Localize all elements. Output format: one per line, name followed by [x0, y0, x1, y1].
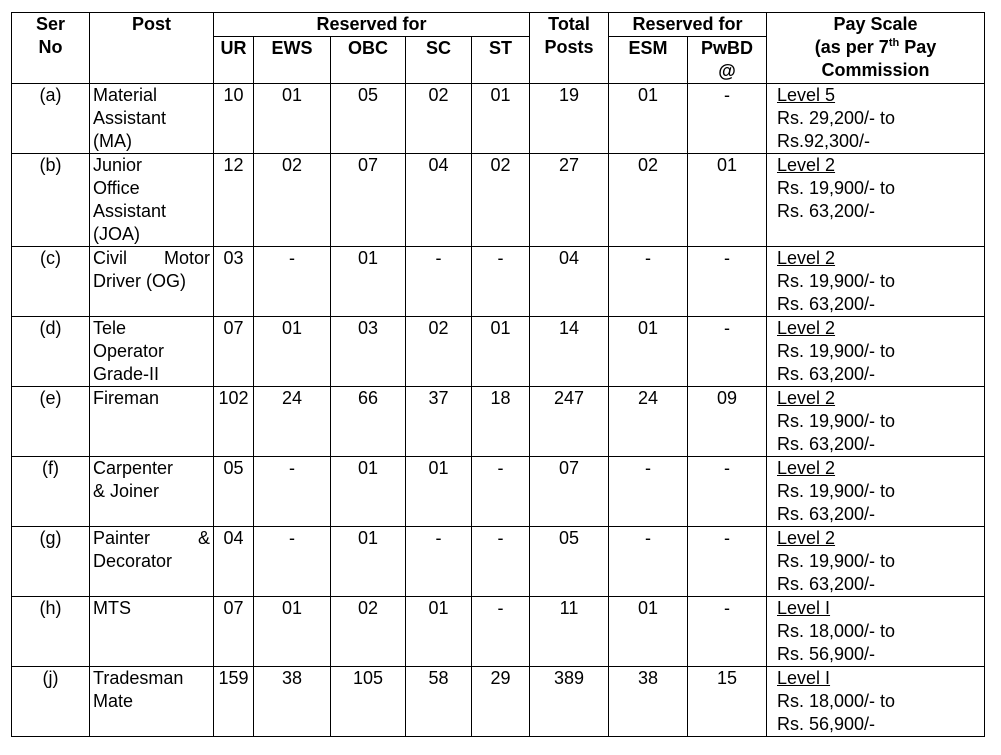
post-line: Driver (OG)	[93, 271, 186, 291]
post-line: Carpenter	[93, 458, 174, 478]
post-line: Mate	[93, 691, 134, 711]
post-line: Fireman	[93, 388, 160, 408]
header-ser-no	[12, 13, 90, 84]
pay-level-line	[777, 84, 984, 107]
ews-cell: -	[254, 457, 331, 527]
esm-cell: -	[609, 457, 688, 527]
header-ser-line-1: Ser	[35, 14, 66, 34]
pay-range-line: Rs. 63,200/-	[777, 504, 876, 524]
table-row	[12, 247, 985, 317]
post-cell	[90, 317, 214, 387]
obc-cell: 03	[331, 317, 406, 387]
table-header	[12, 13, 985, 84]
sc-cell: 04	[406, 154, 472, 247]
post-line: Decorator	[93, 551, 173, 571]
pay-level: Level 2	[777, 155, 836, 175]
post-line: Painter &	[93, 528, 210, 548]
pay-level-line	[777, 154, 984, 177]
obc-cell: 01	[331, 527, 406, 597]
pay-level: Level 2	[777, 318, 836, 338]
st-cell: -	[472, 597, 530, 667]
ur-cell: 07	[214, 597, 254, 667]
obc-cell: 02	[331, 597, 406, 667]
post-cell	[90, 667, 214, 737]
ews-cell: 02	[254, 154, 331, 247]
pay-scale-cell	[767, 597, 985, 667]
esm-cell: 01	[609, 84, 688, 154]
pay-range-line: Rs. 56,900/-	[777, 714, 876, 734]
obc-cell: 105	[331, 667, 406, 737]
total-cell: 27	[530, 154, 609, 247]
ews-cell: -	[254, 527, 331, 597]
pay-range-line: Rs. 63,200/-	[777, 574, 876, 594]
post-line: Grade-II	[93, 364, 160, 384]
pay-level-line	[777, 387, 984, 410]
header-pay-line-2	[767, 36, 984, 59]
esm-cell: 02	[609, 154, 688, 247]
header-pay-line-3: Commission	[821, 60, 930, 80]
ur-cell: 05	[214, 457, 254, 527]
ews-cell: 01	[254, 597, 331, 667]
pay-level-line	[777, 527, 984, 550]
ser-no-cell: (j)	[12, 667, 90, 737]
pwbd-cell: 01	[688, 154, 767, 247]
ser-no-cell: (a)	[12, 84, 90, 154]
ews-cell: 01	[254, 317, 331, 387]
pay-range-line: Rs. 63,200/-	[777, 294, 876, 314]
pay-range-line: Rs. 29,200/- to	[777, 108, 896, 128]
st-cell: 29	[472, 667, 530, 737]
ews-cell: 01	[254, 84, 331, 154]
ser-no-cell: (f)	[12, 457, 90, 527]
pay-range-line: Rs. 19,900/- to	[777, 271, 896, 291]
post-line: Tradesman	[93, 668, 184, 688]
ser-no-cell: (b)	[12, 154, 90, 247]
ser-no-cell: (h)	[12, 597, 90, 667]
post-line: Tele	[93, 318, 127, 338]
st-cell: 01	[472, 317, 530, 387]
header-pwbd-line-1: PwBD	[700, 38, 753, 58]
pay-scale-cell	[767, 84, 985, 154]
header-pay-line-2b: Pay	[899, 37, 937, 57]
esm-cell: -	[609, 247, 688, 317]
ur-cell: 102	[214, 387, 254, 457]
header-pay-sup: th	[888, 37, 900, 49]
table-row	[12, 154, 985, 247]
post-cell	[90, 387, 214, 457]
esm-cell: 38	[609, 667, 688, 737]
post-line: (JOA)	[93, 224, 140, 244]
post-cell	[90, 154, 214, 247]
header-st: ST	[472, 37, 530, 84]
ews-cell: 38	[254, 667, 331, 737]
table-row	[12, 317, 985, 387]
sc-cell: 58	[406, 667, 472, 737]
esm-cell: -	[609, 527, 688, 597]
pay-level: Level 2	[777, 528, 836, 548]
pay-range-line: Rs. 19,900/- to	[777, 178, 896, 198]
ur-cell: 10	[214, 84, 254, 154]
post-line: MTS	[93, 598, 131, 618]
ser-no-cell: (d)	[12, 317, 90, 387]
vacancy-table-container	[11, 12, 985, 737]
ser-no-cell: (e)	[12, 387, 90, 457]
header-pay-scale	[767, 13, 985, 84]
pay-range-line: Rs.92,300/-	[777, 131, 871, 151]
post-cell	[90, 597, 214, 667]
pay-range-line: Rs. 63,200/-	[777, 201, 876, 221]
pay-level: Level 2	[777, 388, 836, 408]
vacancy-table	[11, 12, 985, 737]
obc-cell: 01	[331, 247, 406, 317]
header-total-posts	[530, 13, 609, 84]
st-cell: -	[472, 247, 530, 317]
header-post: Post	[90, 13, 214, 84]
pay-level: Level 2	[777, 248, 836, 268]
ur-cell: 159	[214, 667, 254, 737]
post-line: Office	[93, 178, 140, 198]
pay-scale-cell	[767, 387, 985, 457]
total-cell: 07	[530, 457, 609, 527]
total-cell: 05	[530, 527, 609, 597]
post-cell	[90, 84, 214, 154]
pay-scale-cell	[767, 527, 985, 597]
total-cell: 247	[530, 387, 609, 457]
esm-cell: 24	[609, 387, 688, 457]
st-cell: 18	[472, 387, 530, 457]
pay-level: Level I	[777, 668, 831, 688]
header-pay-line-1: Pay Scale	[833, 14, 918, 34]
st-cell: 01	[472, 84, 530, 154]
esm-cell: 01	[609, 317, 688, 387]
header-ur: UR	[214, 37, 254, 84]
ur-cell: 07	[214, 317, 254, 387]
header-pwbd	[688, 37, 767, 84]
obc-cell: 05	[331, 84, 406, 154]
header-total-line-2: Posts	[544, 37, 594, 57]
header-sc: SC	[406, 37, 472, 84]
pwbd-cell: -	[688, 597, 767, 667]
post-line: Material	[93, 85, 158, 105]
total-cell: 11	[530, 597, 609, 667]
sc-cell: -	[406, 527, 472, 597]
pay-range-line: Rs. 19,900/- to	[777, 411, 896, 431]
st-cell: -	[472, 527, 530, 597]
st-cell: 02	[472, 154, 530, 247]
header-obc: OBC	[331, 37, 406, 84]
header-ews: EWS	[254, 37, 331, 84]
pay-level-line	[777, 667, 984, 690]
pay-range-line: Rs. 18,000/- to	[777, 691, 896, 711]
header-reserved-for: Reserved for	[214, 13, 530, 37]
ews-cell: 24	[254, 387, 331, 457]
pay-range-line: Rs. 19,900/- to	[777, 551, 896, 571]
pay-range-line: Rs. 18,000/- to	[777, 621, 896, 641]
ur-cell: 03	[214, 247, 254, 317]
ews-cell: -	[254, 247, 331, 317]
pay-level-line	[777, 247, 984, 270]
post-line: (MA)	[93, 131, 132, 151]
pay-range-line: Rs. 63,200/-	[777, 364, 876, 384]
ur-cell: 12	[214, 154, 254, 247]
pwbd-cell: 15	[688, 667, 767, 737]
sc-cell: 01	[406, 597, 472, 667]
obc-cell: 01	[331, 457, 406, 527]
header-pwbd-line-2: @	[718, 61, 736, 81]
pay-scale-cell	[767, 154, 985, 247]
pay-range-line: Rs. 19,900/- to	[777, 481, 896, 501]
total-cell: 19	[530, 84, 609, 154]
pwbd-cell: -	[688, 317, 767, 387]
table-row	[12, 457, 985, 527]
header-reserved-for-2: Reserved for	[609, 13, 767, 37]
pay-level: Level I	[777, 598, 831, 618]
pay-range-line: Rs. 19,900/- to	[777, 341, 896, 361]
obc-cell: 07	[331, 154, 406, 247]
post-line: Civil Motor	[93, 248, 210, 268]
total-cell: 14	[530, 317, 609, 387]
header-total-line-1: Total	[548, 14, 590, 34]
sc-cell: 02	[406, 317, 472, 387]
total-cell: 04	[530, 247, 609, 317]
pwbd-cell: -	[688, 84, 767, 154]
pwbd-cell: -	[688, 527, 767, 597]
pay-level-line	[777, 457, 984, 480]
pwbd-cell: -	[688, 247, 767, 317]
pay-range-line: Rs. 63,200/-	[777, 434, 876, 454]
header-ser-line-2: No	[38, 37, 63, 57]
post-line: Assistant	[93, 108, 167, 128]
post-cell	[90, 457, 214, 527]
table-body	[12, 84, 985, 737]
header-esm: ESM	[609, 37, 688, 84]
header-pay-line-2a: (as per 7	[814, 37, 889, 57]
post-cell	[90, 527, 214, 597]
total-cell: 389	[530, 667, 609, 737]
table-row	[12, 597, 985, 667]
sc-cell: 02	[406, 84, 472, 154]
ser-no-cell: (c)	[12, 247, 90, 317]
table-row	[12, 527, 985, 597]
pay-range-line: Rs. 56,900/-	[777, 644, 876, 664]
pay-scale-cell	[767, 667, 985, 737]
table-row	[12, 387, 985, 457]
post-line: & Joiner	[93, 481, 160, 501]
pay-level: Level 2	[777, 458, 836, 478]
pay-level-line	[777, 317, 984, 340]
esm-cell: 01	[609, 597, 688, 667]
obc-cell: 66	[331, 387, 406, 457]
pwbd-cell: 09	[688, 387, 767, 457]
pay-scale-cell	[767, 457, 985, 527]
table-row	[12, 667, 985, 737]
ur-cell: 04	[214, 527, 254, 597]
sc-cell: 37	[406, 387, 472, 457]
st-cell: -	[472, 457, 530, 527]
pwbd-cell: -	[688, 457, 767, 527]
post-line: Operator	[93, 341, 165, 361]
sc-cell: -	[406, 247, 472, 317]
pay-scale-cell	[767, 317, 985, 387]
post-line: Assistant	[93, 201, 167, 221]
post-line: Junior	[93, 155, 143, 175]
pay-level: Level 5	[777, 85, 836, 105]
pay-scale-cell	[767, 247, 985, 317]
ser-no-cell: (g)	[12, 527, 90, 597]
table-row	[12, 84, 985, 154]
post-cell	[90, 247, 214, 317]
pay-level-line	[777, 597, 984, 620]
sc-cell: 01	[406, 457, 472, 527]
